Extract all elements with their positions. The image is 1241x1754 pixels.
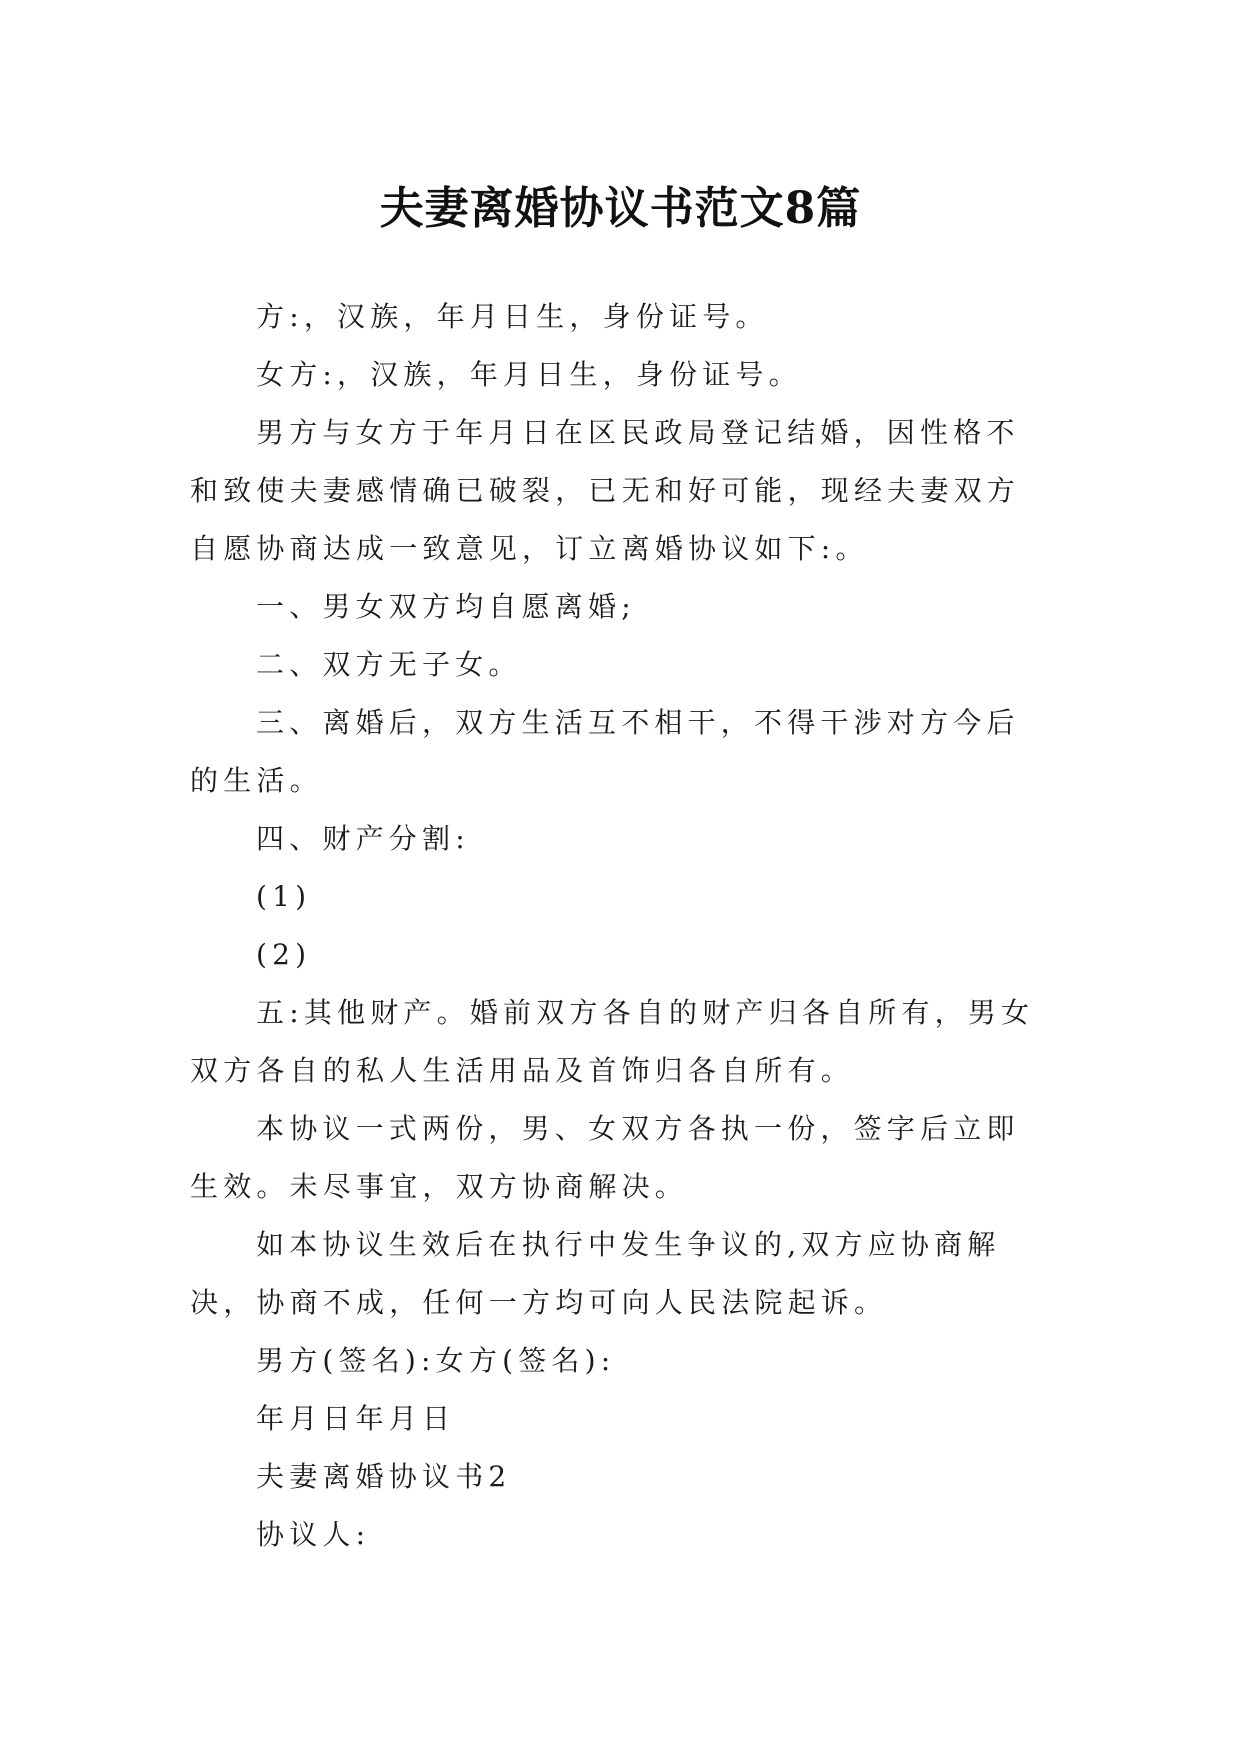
clause-4-heading: 四、财产分割: — [256, 822, 470, 855]
dispute-paragraph: 如本协议生效后在执行中发生争议的,双方应协商解决，协商不成，任何一方均可向人民法院起诉。 — [190, 1228, 1001, 1319]
marriage-background-paragraph: 男方与女方于年月日在区民政局登记结婚，因性格不和致使夫妻感情确已破裂，已无和好可能，现经夫妻双方自愿协商达成一致意见，订立离婚协议如下:。 — [190, 416, 1021, 565]
clause-5: 五:其他财产。婚前双方各自的财产归各自所有，男女双方各自的私人生活用品及首饰归各自所有。 — [190, 996, 1035, 1087]
clause-1: 一、男女双方均自愿离婚; — [256, 590, 636, 623]
section-2-title: 夫妻离婚协议书2 — [256, 1460, 512, 1493]
document-title: 夫妻离婚协议书范文8篇 — [379, 183, 862, 235]
property-item-1: (1) — [256, 880, 312, 913]
party-a-line: 方:，汉族，年月日生，身份证号。 — [256, 300, 769, 333]
clause-2: 二、双方无子女。 — [256, 648, 522, 681]
signature-line: 男方(签名):女方(签名): — [256, 1344, 616, 1377]
clause-3: 三、离婚后，双方生活互不相干，不得干涉对方今后的生活。 — [190, 706, 1020, 797]
document-body — [190, 288, 1052, 1564]
property-item-2: (2) — [256, 938, 312, 971]
date-line: 年月日年月日 — [256, 1402, 456, 1435]
party-b-line: 女方:，汉族，年月日生，身份证号。 — [256, 358, 802, 391]
agreement-parties-label: 协议人: — [256, 1518, 371, 1551]
copies-paragraph: 本协议一式两份，男、女双方各执一份，签字后立即生效。未尽事宜，双方协商解决。 — [190, 1112, 1020, 1203]
